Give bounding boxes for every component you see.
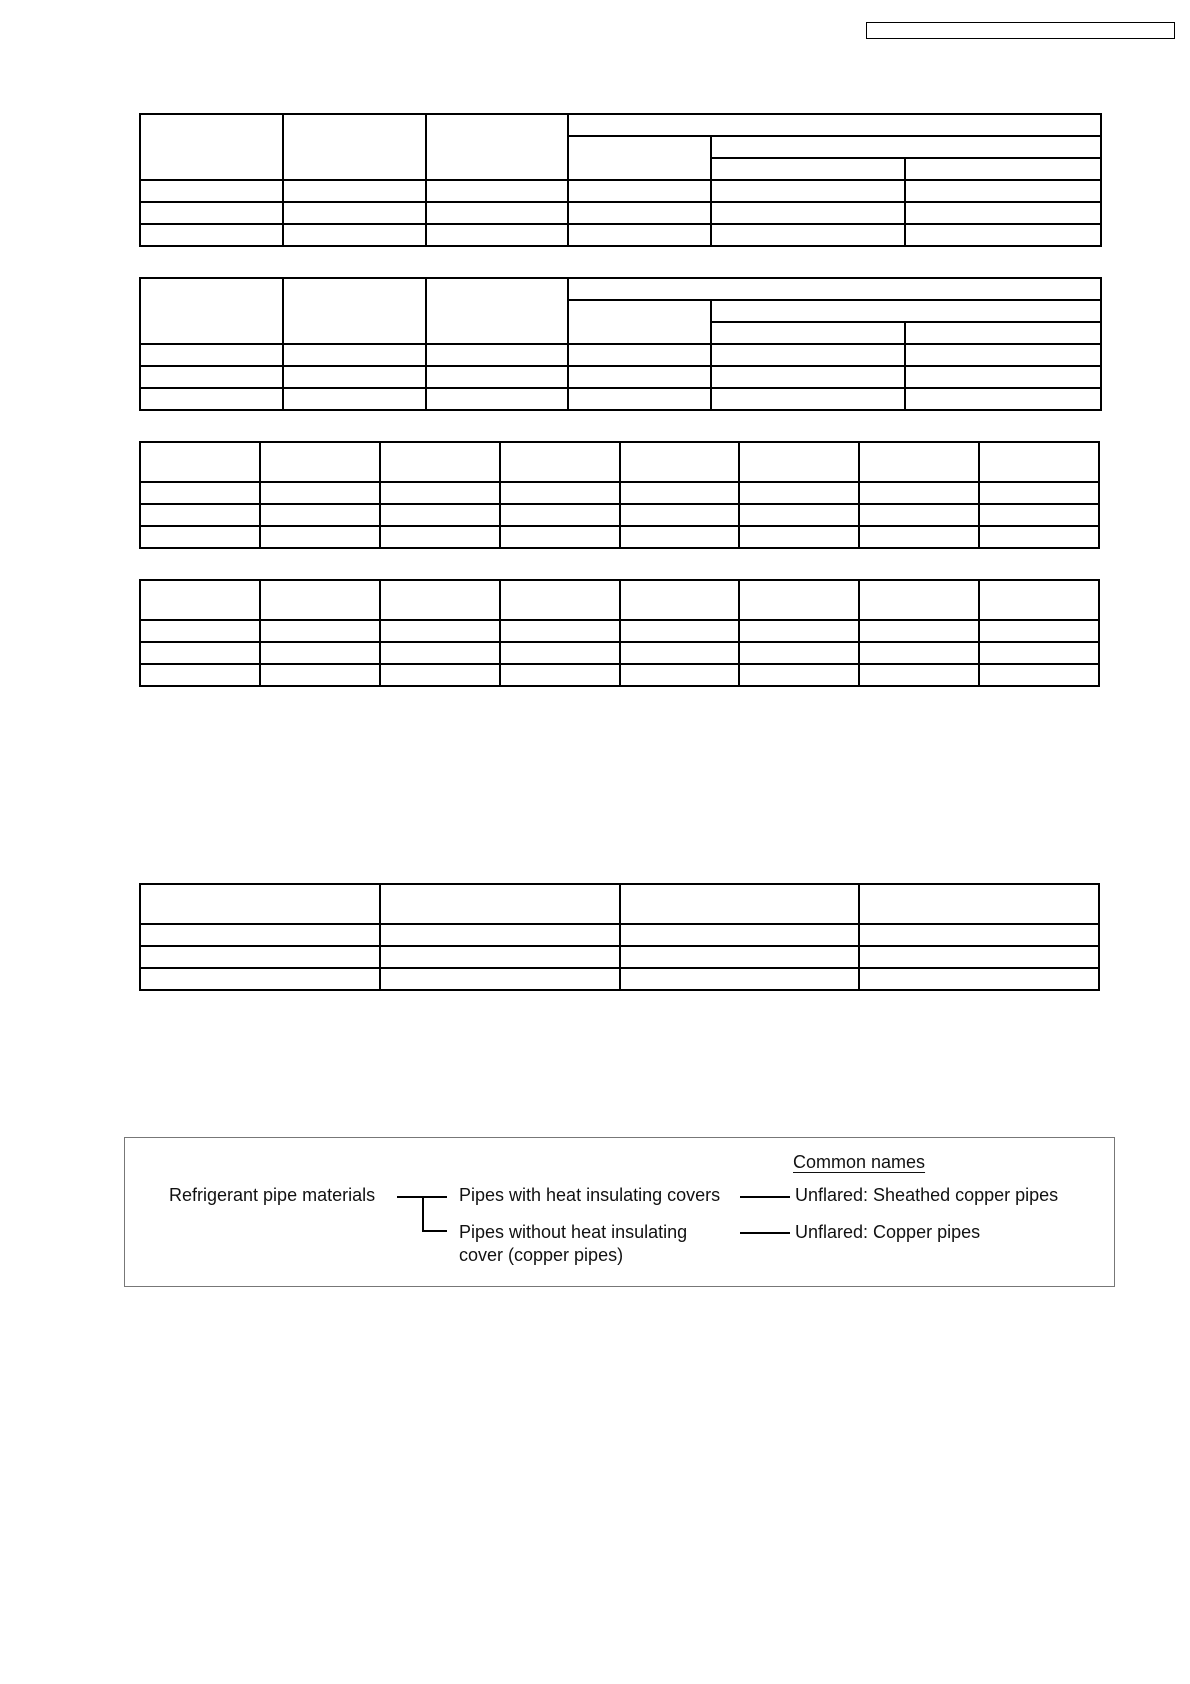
table-row xyxy=(140,664,1099,686)
table-cell xyxy=(620,946,860,968)
table-cell xyxy=(620,580,740,620)
table-header-row xyxy=(140,442,1099,482)
table-cell xyxy=(140,482,260,504)
table-cell xyxy=(260,504,380,526)
table-cell xyxy=(979,442,1099,482)
table-cell xyxy=(500,442,620,482)
table-cell xyxy=(260,620,380,642)
pipe-materials-diagram xyxy=(124,1137,1115,1287)
table-cell xyxy=(568,300,711,344)
table-cell xyxy=(568,344,711,366)
table-row xyxy=(140,924,1099,946)
table-row xyxy=(140,180,1101,202)
table-cell xyxy=(711,366,905,388)
table-cell xyxy=(380,884,620,924)
table-cell xyxy=(500,580,620,620)
table-cell xyxy=(140,580,260,620)
table-cell xyxy=(739,580,859,620)
table-cell xyxy=(620,664,740,686)
table-cell xyxy=(905,344,1101,366)
table-cell xyxy=(859,442,979,482)
table-cell xyxy=(283,180,426,202)
table-cell xyxy=(500,620,620,642)
table-cell xyxy=(979,580,1099,620)
table-cell xyxy=(905,202,1101,224)
connector-line xyxy=(740,1232,790,1234)
table-cell xyxy=(620,884,860,924)
table-cell xyxy=(620,482,740,504)
table-cell xyxy=(380,924,620,946)
table-cell xyxy=(568,114,1101,136)
table-cell xyxy=(905,158,1101,180)
table-cell xyxy=(283,388,426,410)
table-cell xyxy=(568,388,711,410)
table-cell xyxy=(568,202,711,224)
table-cell xyxy=(140,344,283,366)
table-cell xyxy=(859,924,1099,946)
table-cell xyxy=(426,114,568,180)
table-cell xyxy=(739,642,859,664)
table-cell xyxy=(140,366,283,388)
table-cell xyxy=(568,224,711,246)
table-cell xyxy=(500,526,620,548)
table-cell xyxy=(380,946,620,968)
table-cell xyxy=(380,664,500,686)
table-cell xyxy=(140,924,380,946)
table-cell xyxy=(283,114,426,180)
table-cell xyxy=(739,620,859,642)
table-row xyxy=(140,526,1099,548)
table-cell xyxy=(260,664,380,686)
header-label-box xyxy=(866,22,1175,39)
table-row xyxy=(140,968,1099,990)
table-cell xyxy=(283,344,426,366)
table-cell xyxy=(140,526,260,548)
table-cell xyxy=(140,114,283,180)
table-cell xyxy=(500,664,620,686)
table-cell xyxy=(905,366,1101,388)
table-row xyxy=(140,620,1099,642)
table-cell xyxy=(426,388,568,410)
table-cell xyxy=(711,344,905,366)
table-cell xyxy=(620,642,740,664)
table-cell xyxy=(283,202,426,224)
table-cell xyxy=(905,322,1101,344)
table-cell xyxy=(568,136,711,180)
table-cell xyxy=(260,642,380,664)
table-cell xyxy=(426,344,568,366)
table-cell xyxy=(739,664,859,686)
table-cell xyxy=(711,224,905,246)
table-cell xyxy=(283,366,426,388)
table-cell xyxy=(905,224,1101,246)
table-cell xyxy=(620,968,860,990)
table-cell xyxy=(739,442,859,482)
table-row xyxy=(140,946,1099,968)
table-row xyxy=(140,224,1101,246)
table-cell xyxy=(979,620,1099,642)
table-cell xyxy=(859,580,979,620)
table-cell xyxy=(620,504,740,526)
table-cell xyxy=(859,482,979,504)
table-cell xyxy=(859,504,979,526)
table-header-row xyxy=(140,884,1099,924)
common-names-heading: Common names xyxy=(793,1152,926,1172)
table-cell xyxy=(260,442,380,482)
table-cell xyxy=(140,442,260,482)
table-cell xyxy=(260,482,380,504)
table-1 xyxy=(139,113,1102,247)
table-row xyxy=(140,482,1099,504)
table-cell xyxy=(260,526,380,548)
table-cell xyxy=(426,366,568,388)
table-cell xyxy=(500,504,620,526)
table-cell xyxy=(859,526,979,548)
table-cell xyxy=(620,442,740,482)
table-cell xyxy=(140,642,260,664)
table-cell xyxy=(568,278,1101,300)
connector-line xyxy=(740,1196,790,1198)
material-with-covers: Pipes with heat insulating covers xyxy=(459,1185,721,1205)
table-row xyxy=(140,366,1101,388)
material-without-covers-line2: cover (copper pipes) xyxy=(459,1245,624,1265)
table-cell xyxy=(859,642,979,664)
table-cell xyxy=(380,968,620,990)
table-cell xyxy=(859,620,979,642)
table-cell xyxy=(739,504,859,526)
table-cell xyxy=(380,580,500,620)
table-row xyxy=(140,388,1101,410)
table-cell xyxy=(380,482,500,504)
table-cell xyxy=(905,388,1101,410)
table-cell xyxy=(380,442,500,482)
table-cell xyxy=(426,278,568,344)
table-cell xyxy=(979,504,1099,526)
common-name-sheathed: Unflared: Sheathed copper pipes xyxy=(795,1185,1059,1205)
common-name-copper: Unflared: Copper pipes xyxy=(795,1222,981,1242)
table-cell xyxy=(711,300,1101,322)
table-cell xyxy=(905,180,1101,202)
table-header-row xyxy=(140,580,1099,620)
table-cell xyxy=(568,180,711,202)
table-cell xyxy=(380,526,500,548)
table-3 xyxy=(139,441,1100,549)
table-cell xyxy=(711,322,905,344)
table-cell xyxy=(711,158,905,180)
material-without-covers: Pipes without heat insulating xyxy=(459,1222,688,1242)
table-row xyxy=(140,202,1101,224)
table-cell xyxy=(711,202,905,224)
table-cell xyxy=(711,136,1101,158)
table-4 xyxy=(139,579,1100,687)
table-cell xyxy=(620,620,740,642)
table-cell xyxy=(140,620,260,642)
table-cell xyxy=(140,388,283,410)
table-row xyxy=(140,642,1099,664)
table-cell xyxy=(380,620,500,642)
table-cell xyxy=(500,482,620,504)
table-cell xyxy=(859,884,1099,924)
table-cell xyxy=(283,224,426,246)
table-cell xyxy=(620,526,740,548)
table-cell xyxy=(140,278,283,344)
table-row xyxy=(140,504,1099,526)
table-cell xyxy=(140,180,283,202)
table-cell xyxy=(426,202,568,224)
table-cell xyxy=(260,580,380,620)
connector-line xyxy=(422,1196,424,1232)
table-cell xyxy=(140,202,283,224)
table-row xyxy=(140,344,1101,366)
table-cell xyxy=(140,224,283,246)
table-cell xyxy=(979,664,1099,686)
table-cell xyxy=(711,180,905,202)
table-cell xyxy=(426,224,568,246)
connector-line xyxy=(422,1230,447,1232)
table-cell xyxy=(283,278,426,344)
table-cell xyxy=(859,946,1099,968)
table-cell xyxy=(859,968,1099,990)
table-cell xyxy=(140,664,260,686)
table-2 xyxy=(139,277,1102,411)
table-cell xyxy=(568,366,711,388)
table-cell xyxy=(380,504,500,526)
table-cell xyxy=(140,884,380,924)
table-cell xyxy=(380,642,500,664)
table-cell xyxy=(426,180,568,202)
table-cell xyxy=(620,924,860,946)
table-cell xyxy=(711,388,905,410)
table-cell xyxy=(979,642,1099,664)
table-cell xyxy=(140,946,380,968)
table-cell xyxy=(979,482,1099,504)
table-cell xyxy=(859,664,979,686)
refrigerant-pipe-materials-label: Refrigerant pipe materials xyxy=(169,1185,376,1205)
table-cell xyxy=(140,504,260,526)
table-cell xyxy=(140,968,380,990)
table-cell xyxy=(500,642,620,664)
table-cell xyxy=(739,482,859,504)
table-cell xyxy=(979,526,1099,548)
table-cell xyxy=(739,526,859,548)
table-5 xyxy=(139,883,1100,991)
